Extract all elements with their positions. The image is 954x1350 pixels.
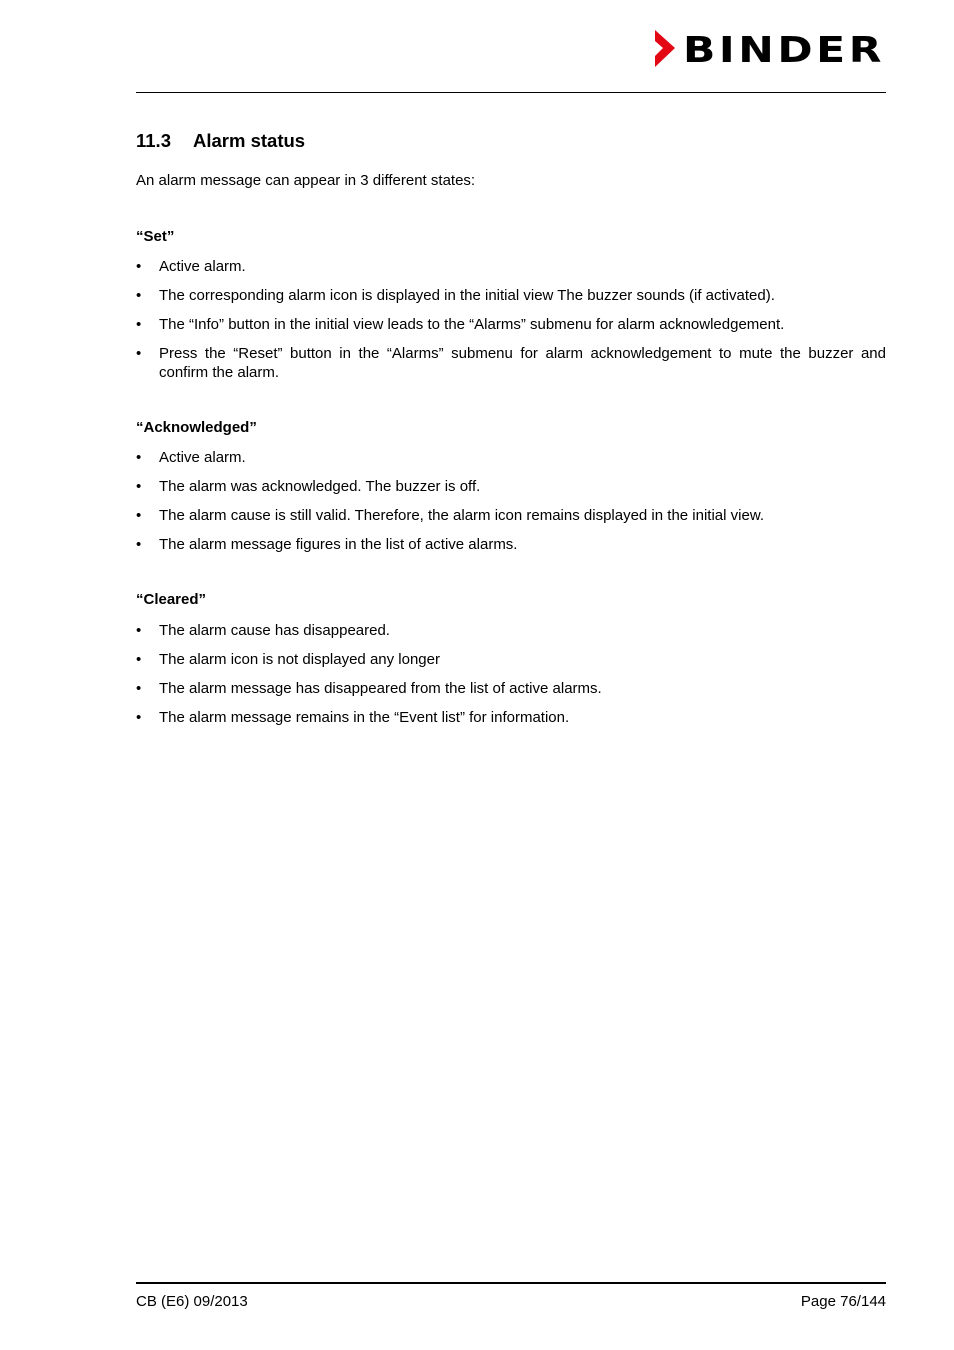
- state-list-set: [136, 257, 886, 392]
- intro-paragraph: An alarm message can appear in 3 different states:: [136, 172, 476, 189]
- list-item: • The alarm message figures in the list of active alarms.: [136, 536, 518, 553]
- bullet-icon: •: [136, 316, 142, 333]
- bullet-icon: •: [136, 449, 142, 466]
- state-list-acknowledged: [136, 448, 886, 564]
- section-number: 11.3: [136, 130, 171, 151]
- document-reference: CB (E6) 09/2013: [136, 1293, 248, 1310]
- binder-logo-mark: [655, 30, 887, 68]
- state-heading-set: “Set”: [136, 228, 175, 245]
- list-item: • Press the “Reset” button in the “Alarms” submenu for alarm acknowledgement to mute the buzzer and confirm the alarm.: [136, 345, 886, 381]
- logo-arrow-icon: [655, 30, 675, 67]
- bullet-icon: •: [136, 287, 142, 304]
- bullet-icon: •: [136, 651, 142, 668]
- state-list-cleared: [136, 621, 886, 737]
- list-item: • Active alarm.: [136, 258, 246, 275]
- bullet-icon: •: [136, 536, 142, 553]
- footer-rule: [136, 1282, 886, 1284]
- section-title: Alarm status: [193, 130, 306, 151]
- section-heading: [136, 130, 305, 152]
- bullet-icon: •: [136, 622, 142, 639]
- bullet-icon: •: [136, 478, 142, 495]
- list-item: • The alarm icon is not displayed any longer: [136, 651, 440, 668]
- list-item: • The corresponding alarm icon is displayed in the initial view The buzzer sounds (if activated).: [136, 287, 775, 304]
- list-item: • The alarm message has disappeared from the list of active alarms.: [136, 680, 602, 697]
- bullet-icon: •: [136, 258, 142, 275]
- logo-text: BINDER: [683, 30, 885, 68]
- list-item: • The alarm was acknowledged. The buzzer is off.: [136, 478, 481, 495]
- binder-logo: [655, 30, 887, 68]
- list-item: • The “Info” button in the initial view leads to the “Alarms” submenu for alarm acknowledgement.: [136, 316, 785, 333]
- state-heading-cleared: “Cleared”: [136, 591, 207, 608]
- state-heading-acknowledged: “Acknowledged”: [136, 419, 257, 436]
- header-rule: [136, 92, 886, 93]
- list-item: • The alarm cause has disappeared.: [136, 622, 390, 639]
- page-number: Page 76/144: [800, 1293, 886, 1310]
- list-item: • Active alarm.: [136, 449, 246, 466]
- list-item: • The alarm message remains in the “Event list” for information.: [136, 709, 570, 726]
- bullet-icon: •: [136, 345, 142, 362]
- list-item: • The alarm cause is still valid. Therefore, the alarm icon remains displayed in the initial view.: [136, 507, 764, 524]
- bullet-icon: •: [136, 680, 142, 697]
- bullet-icon: •: [136, 507, 142, 524]
- bullet-icon: •: [136, 709, 142, 726]
